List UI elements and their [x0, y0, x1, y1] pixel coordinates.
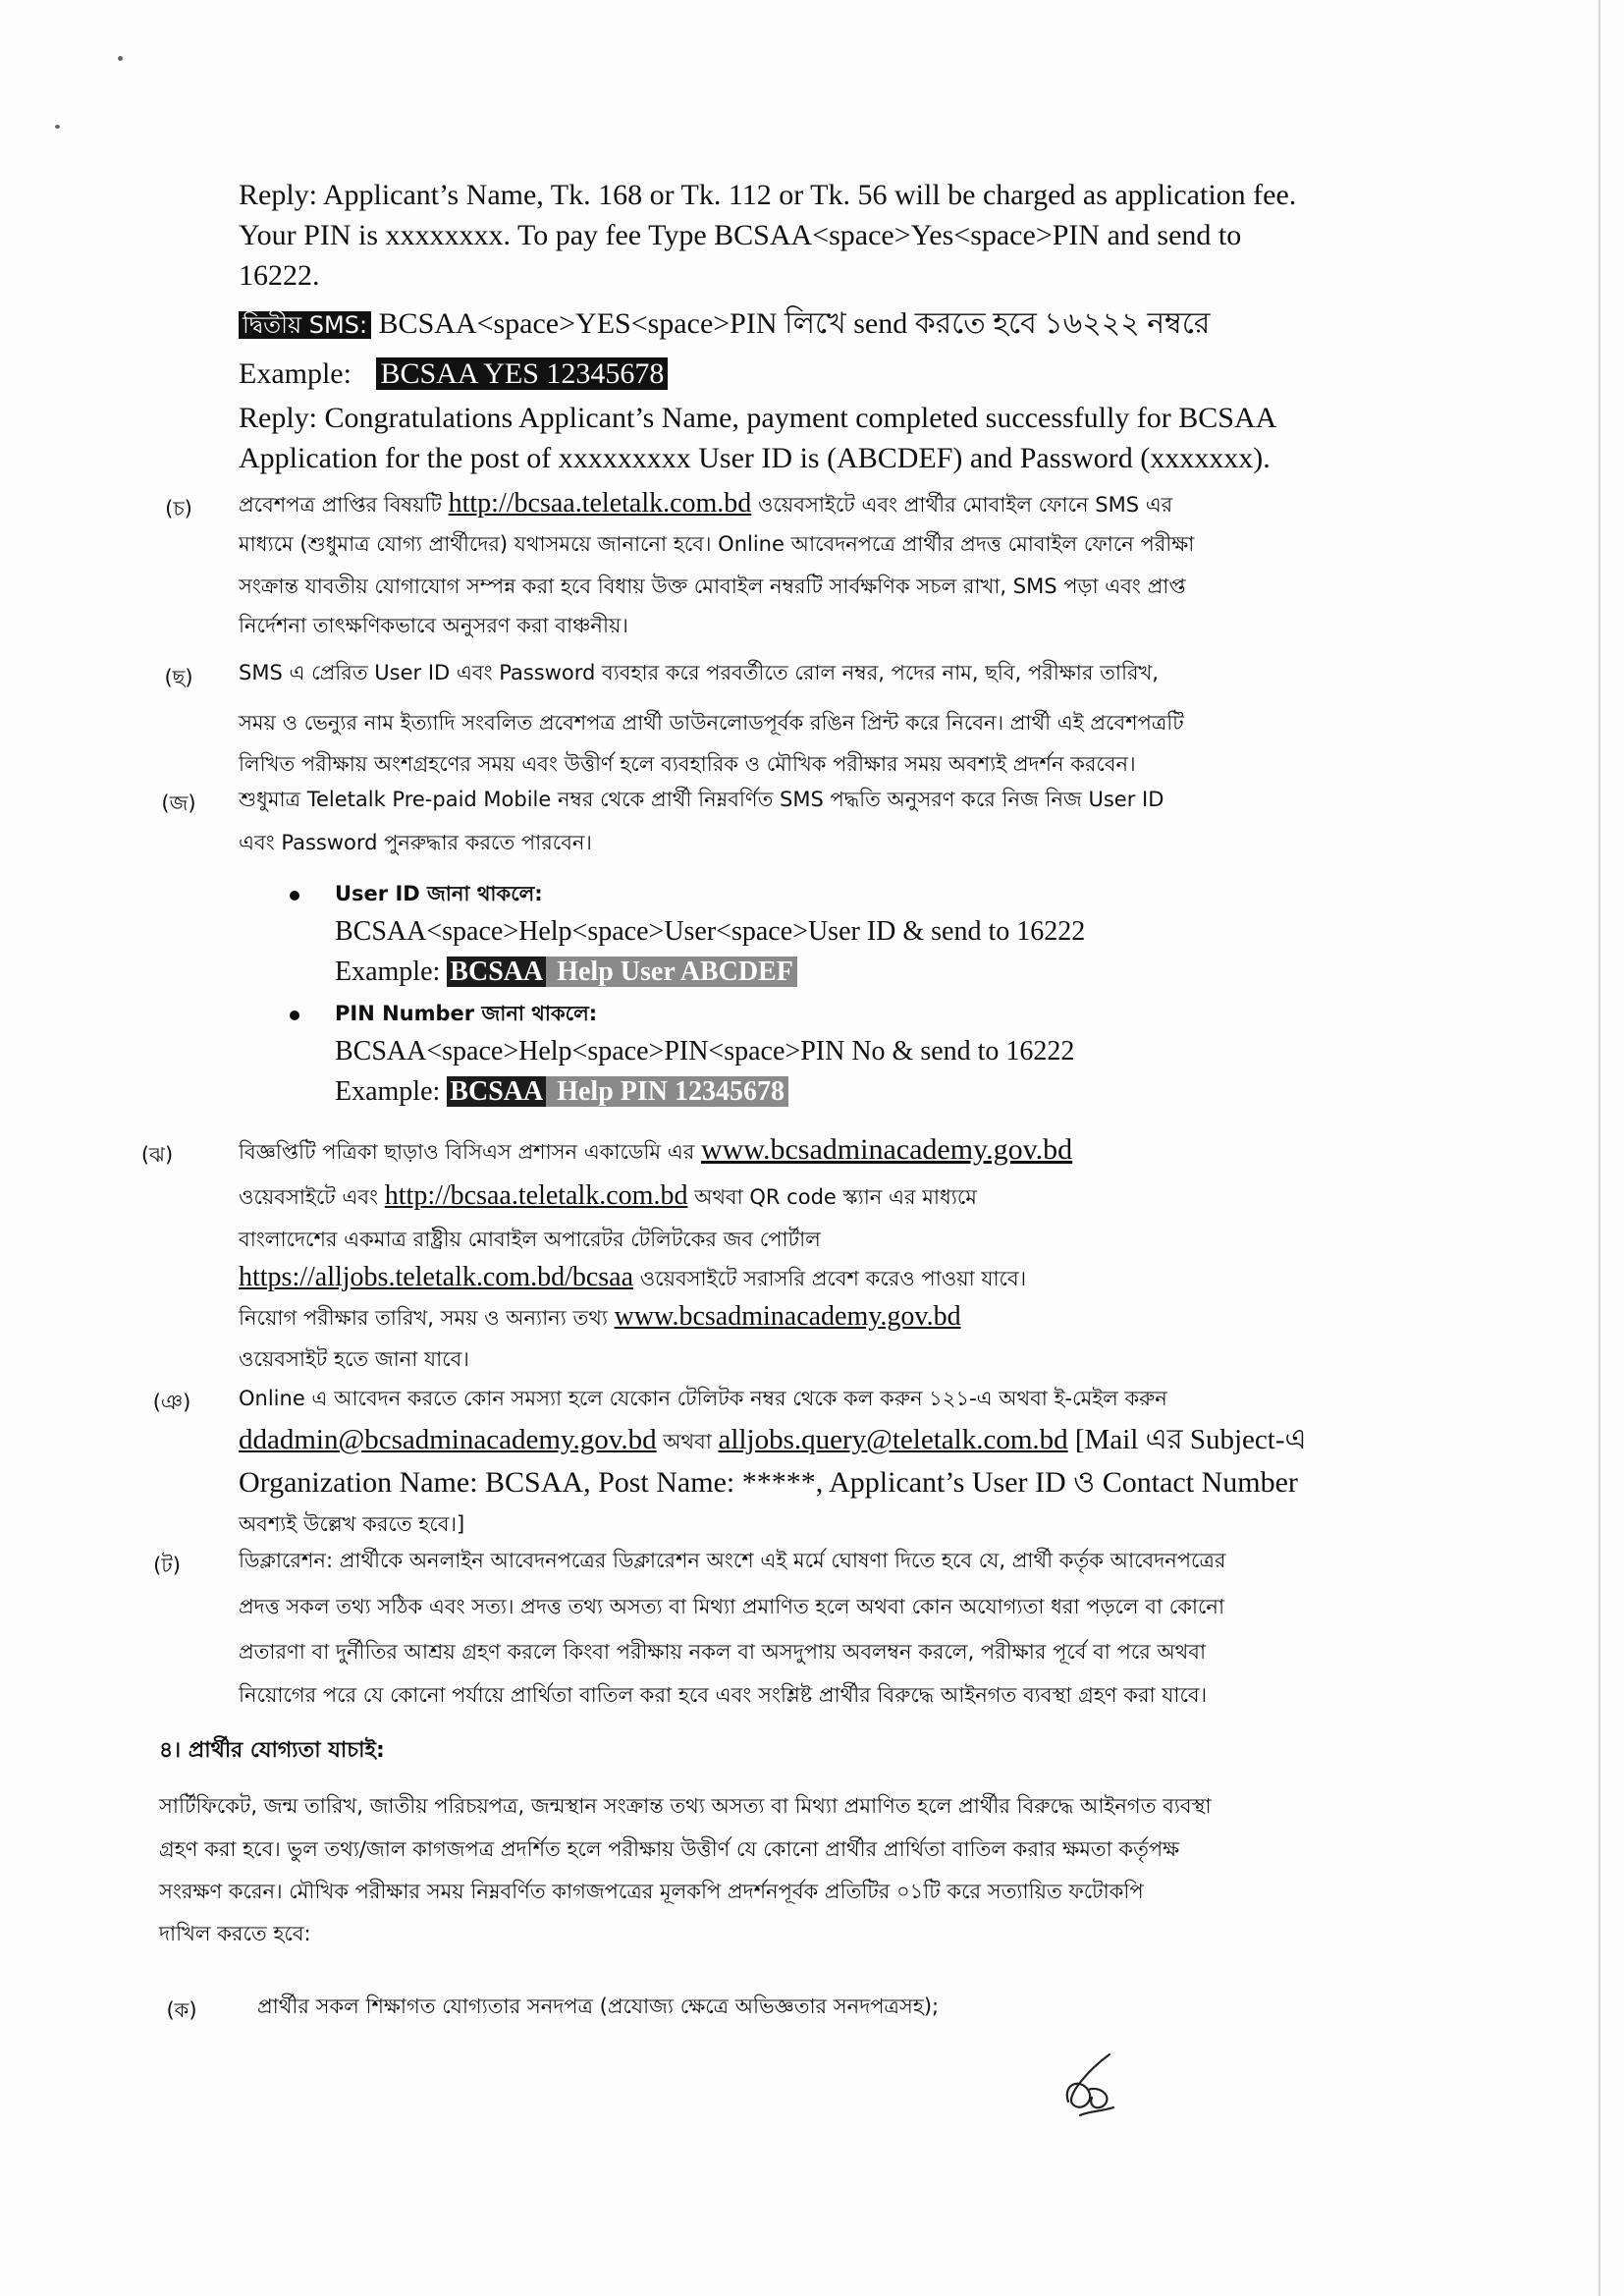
section-4-line: গ্রহণ করা হবে। ভুল তথ্য/জাল কাগজপত্র প্রদর্শিত হলে পরীক্ষায় উত্তীর্ণ যে কোনো প্রার্থীর প্রার্থিতা বাতিল করার ক্ষমতা কর্তৃপক্ষ	[159, 1837, 1180, 1861]
item-nya-line: Online এ আবেদন করতে কোন সমস্যা হলে যেকোন টেলিটক নম্বর থেকে কল করুন ১২১-এ অথবা ই-মেইল করুন	[239, 1387, 1167, 1410]
item-jha-line	[239, 1296, 1230, 1340]
text-span: ওয়েবসাইটে এবং	[239, 1185, 385, 1209]
item-ja-line: এবং Password পুনরুদ্ধার করতে পারবেন।	[239, 831, 592, 854]
text-span: অথবা QR code স্ক্যান এর মাধ্যমে	[687, 1185, 977, 1209]
example-label: Example:	[335, 1076, 441, 1107]
example-value-b: Help PIN 12345678	[546, 1076, 788, 1107]
link-ddadmin-email[interactable]: ddadmin@bcsadminacademy.gov.bd	[239, 1424, 657, 1455]
item-cha-line: নির্দেশনা তাৎক্ষণিকভাবে অনুসরণ করা বাঞ্চনীয়।	[239, 614, 628, 637]
example-value-a: BCSAA	[447, 1076, 546, 1107]
second-sms-line	[239, 303, 1210, 346]
item-marker-chha: (ছ)	[164, 666, 193, 689]
pin-known-title: PIN Number জানা থাকলে:	[335, 1002, 598, 1025]
text-span: [Mail এর Subject-এ	[1067, 1424, 1307, 1455]
item-marker-cha: (চ)	[165, 497, 192, 520]
item-marker-ka: (ক)	[166, 1998, 197, 2022]
text-span: নিয়োগ পরীক্ষার তারিখ, সময় ও অন্যান্য তথ্য	[239, 1306, 615, 1330]
pin-sms-command: BCSAA<space>Help<space>PIN<space>PIN No & send to 16222	[335, 1036, 1075, 1066]
link-alljobs-query-email[interactable]: alljobs.query@teletalk.com.bd	[718, 1424, 1068, 1455]
link-teletalk[interactable]: http://bcsaa.teletalk.com.bd	[448, 488, 752, 519]
section-4-line: দাখিল করতে হবে:	[159, 1922, 311, 1945]
item-ta-line: নিয়োগের পরে যে কোনো পর্যায়ে প্রার্থিতা বাতিল করা হবে এবং সংশ্লিষ্ট প্রার্থীর বিরুদ্ধে আইনগত ব্যবস্থা গ্রহণ করা যাবে।	[239, 1683, 1208, 1707]
item-nya-line	[239, 1420, 1466, 1464]
item-chha-line: সময় ও ভেন্যুর নাম ইত্যাদি সংবলিত প্রবেশপত্র প্রার্থী ডাউনলোডপূর্বক রঙিন প্রিন্ট করে নিবেন। প্রার্থী এই প্রবেশপত্রটি	[239, 711, 1184, 735]
item-jha-line	[239, 1175, 1230, 1220]
example-label: Example:	[335, 957, 441, 987]
text-span: ওয়েবসাইটে এবং প্রার্থীর মোবাইল ফোনে SMS এর	[751, 493, 1173, 517]
second-sms-example	[239, 354, 668, 394]
reply-congrats-line: Reply: Congratulations Applicant’s Name, payment completed successfully for BCSAA	[239, 402, 1277, 434]
item-chha-line: SMS এ প্রেরিত User ID এবং Password ব্যবহার করে পরবর্তীতে রোল নম্বর, পদের নাম, ছবি, পরীক্ষার তারিখ,	[239, 661, 1159, 684]
example-label: Example:	[239, 357, 352, 390]
item-jha-line: বাংলাদেশের একমাত্র রাষ্ট্রীয় মোবাইল অপারেটর টেলিটকের জব পোর্টাল	[239, 1228, 821, 1251]
link-bcsadminacademy[interactable]: www.bcsadminacademy.gov.bd	[700, 1133, 1073, 1166]
reply-congrats-line: Application for the post of xxxxxxxxx User ID is (ABCDEF) and Password (xxxxxxx).	[239, 442, 1271, 474]
reply-line: 16222.	[239, 259, 320, 292]
item-ja-line: শুধুমাত্র Teletalk Pre-paid Mobile নম্বর থেকে প্রার্থী নিম্নবর্ণিত SMS পদ্ধতি অনুসরণ করে নিজ নিজ User ID	[239, 788, 1164, 811]
scan-speck	[55, 125, 60, 129]
example-value-b: Help User ABCDEF	[546, 957, 797, 987]
text-span: অথবা	[656, 1430, 719, 1453]
example-value: BCSAA YES 12345678	[376, 357, 668, 390]
section-4-heading: ৪। প্রার্থীর যোগ্যতা যাচাই:	[159, 1738, 385, 1763]
text-span: বিজ্ঞপ্তিটি পত্রিকা ছাড়াও বিসিএস প্রশাসন একাডেমি এর	[239, 1140, 701, 1164]
link-teletalk[interactable]: http://bcsaa.teletalk.com.bd	[384, 1180, 688, 1211]
item-jha-line	[239, 1129, 1230, 1175]
item-jha-line	[239, 1257, 1230, 1301]
item-cha-line	[239, 483, 1448, 527]
bullet-dot	[290, 1011, 299, 1020]
bullet-dot	[290, 891, 299, 901]
item-marker-ja: (জ)	[161, 792, 196, 815]
section-4-line: সার্টিফিকেট, জন্ম তারিখ, জাতীয় পরিচয়পত্র, জন্মস্থান সংক্রান্ত তথ্য অসত্য বা মিথ্যা প্রমাণিত হলে প্রার্থীর বিরুদ্ধে আইনগত ব্যবস্থা	[159, 1794, 1212, 1818]
example-value-a: BCSAA	[447, 957, 546, 987]
item-ka-line: প্রার্থীর সকল শিক্ষাগত যোগ্যতার সনদপত্র (প্রযোজ্য ক্ষেত্রে অভিজ্ঞতার সনদপত্রসহ);	[257, 1995, 940, 2018]
pin-example	[335, 1071, 788, 1112]
second-sms-label: দ্বিতীয় SMS:	[239, 311, 371, 339]
item-chha-line: লিখিত পরীক্ষায় অংশগ্রহণের সময় এবং উত্তীর্ণ হলে ব্যবহারিক ও মৌখিক পরীক্ষার সময় অবশ্যই প্রদর্শন করবেন।	[239, 752, 1136, 776]
item-cha-line: সংক্রান্ত যাবতীয় যোগাযোগ সম্পন্ন করা হবে বিধায় উক্ত মোবাইল নম্বরটি সার্বক্ষণিক সচল রাখা, SMS পড়া এবং প্রাপ্ত	[239, 574, 1186, 598]
link-bcsadminacademy[interactable]: www.bcsadminacademy.gov.bd	[614, 1301, 961, 1332]
signature-initials	[1058, 2043, 1127, 2121]
item-jha-line: ওয়েবসাইট হতে জানা যাবে।	[239, 1347, 469, 1371]
item-ta-line: প্রদত্ত সকল তথ্য সঠিক এবং সত্য। প্রদত্ত তথ্য অসত্য বা মিথ্যা প্রমাণিত হলে অথবা কোন অযোগ্যতা ধরা পড়লে বা কোনো	[239, 1595, 1225, 1618]
link-alljobs[interactable]: https://alljobs.teletalk.com.bd/bcsaa	[239, 1262, 634, 1292]
reply-line: Reply: Applicant’s Name, Tk. 168 or Tk. 112 or Tk. 56 will be charged as application fee.	[239, 179, 1297, 211]
section-4-line: সংরক্ষণ করেন। মৌখিক পরীক্ষার সময় নিম্নবর্ণিত কাগজপত্রের মূলকপি প্রদর্শনপূর্বক প্রতিটির ০১টি করে সত্যায়িত ফটোকপি	[159, 1880, 1144, 1903]
item-marker-nya: (ঞ)	[152, 1391, 191, 1414]
text-span: প্রবেশপত্র প্রাপ্তির বিষয়টি	[239, 493, 449, 517]
scan-speck	[118, 56, 123, 61]
userid-example	[335, 952, 797, 992]
item-marker-jha: (ঝ)	[140, 1143, 174, 1167]
item-nya-line: Organization Name: BCSAA, Post Name: *****, Applicant’s User ID ও Contact Number	[239, 1466, 1298, 1499]
item-marker-ta: (ট)	[153, 1554, 181, 1577]
item-ta-line: ডিক্লারেশন: প্রার্থীকে অনলাইন আবেদনপত্রের ডিক্লারেশন অংশে এই মর্মে ঘোষণা দিতে হবে যে, প্রার্থী কর্তৃক আবেদনপত্রের	[239, 1549, 1226, 1572]
userid-sms-command: BCSAA<space>Help<space>User<space>User ID & send to 16222	[335, 916, 1086, 947]
scan-edge	[1598, 0, 1600, 2296]
item-cha-line: মাধ্যমে (শুধুমাত্র যোগ্য প্রার্থীদের) যথাসময়ে জানানো হবে। Online আবেদনপত্রে প্রার্থীর প্রদত্ত মোবাইল ফোনে পরীক্ষা	[239, 532, 1195, 556]
text-span: ওয়েবসাইটে সরাসরি প্রবেশ করেও পাওয়া যাবে।	[633, 1267, 1027, 1290]
second-sms-text: BCSAA<space>YES<space>PIN লিখে send করতে হবে ১৬২২২ নম্বরে	[371, 307, 1211, 340]
reply-line: Your PIN is xxxxxxxx. To pay fee Type BCSAA<space>Yes<space>PIN and send to	[239, 219, 1242, 251]
userid-known-title: User ID জানা থাকলে:	[335, 882, 543, 905]
item-nya-line: অবশ্যই উল্লেখ করতে হবে।]	[239, 1512, 465, 1536]
item-ta-line: প্রতারণা বা দুর্নীতির আশ্রয় গ্রহণ করলে কিংবা পরীক্ষায় নকল বা অসদুপায় অবলম্বন করলে, পরীক্ষার পূর্বে বা পরে অথবা	[239, 1640, 1207, 1664]
